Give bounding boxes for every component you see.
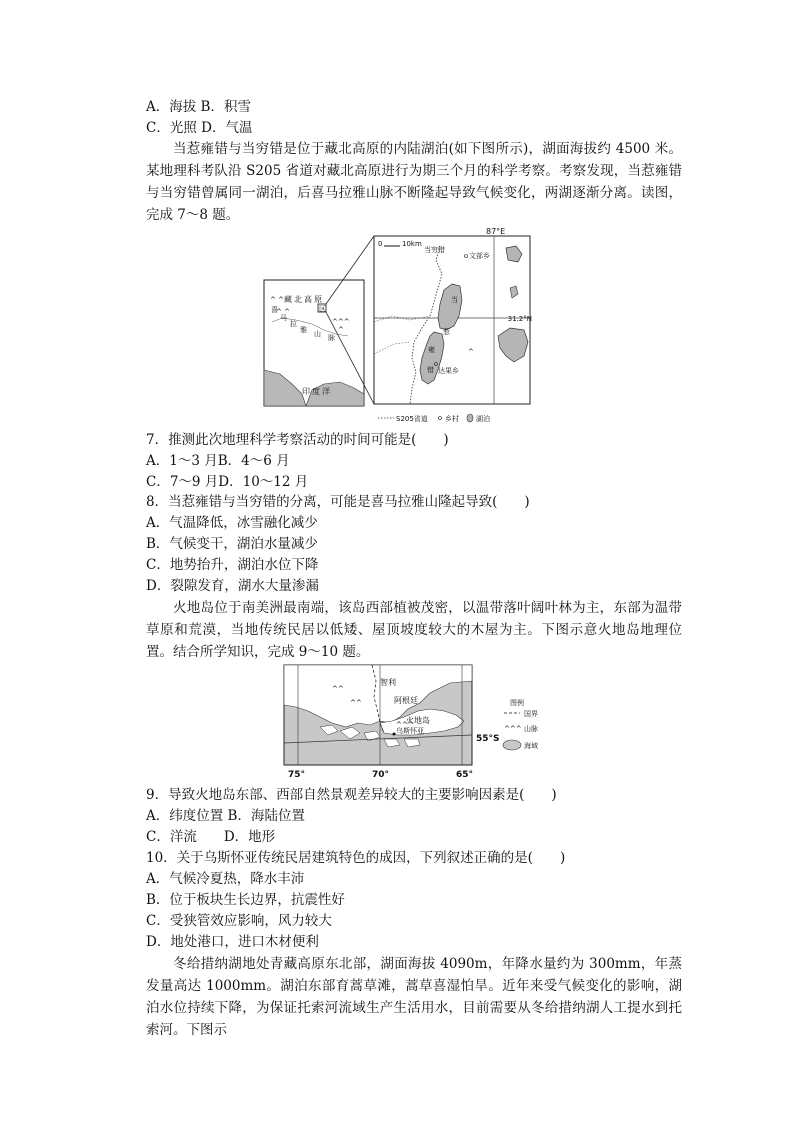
q9-option-ab: A．纬度位置 B．海陆位置 — [146, 808, 305, 824]
inset-label: 脉 — [328, 334, 335, 342]
q10-option-b: B．位于板块生长边界，抗震性好 — [146, 892, 345, 908]
lake-label-char: 当 — [451, 296, 458, 304]
label-city: 乌斯怀亚 — [396, 727, 424, 735]
svg-text:^^^: ^^^ — [396, 721, 414, 729]
inset-label: 区 — [319, 305, 326, 313]
q8-option-a: A．气温降低，冰雪融化减少 — [146, 515, 318, 531]
q10-option-c: C．受狭管效应影响，风力较大 — [146, 913, 332, 929]
svg-text:^: ^ — [338, 326, 344, 334]
label-island: 火地岛 — [406, 716, 430, 725]
inset-label: 藏 — [284, 295, 292, 304]
village-daguo: 达果乡 — [438, 367, 459, 375]
inset-label: 拉 — [290, 320, 297, 328]
q8-option-c: C．地势抬升，湖泊水位下降 — [146, 557, 319, 573]
q8-option-b: B．气候变干，湖泊水量减少 — [146, 536, 318, 552]
inset-label: 洋 — [322, 387, 330, 396]
inset-label: 印 — [302, 387, 310, 396]
legend-lake: 湖泊 — [476, 415, 490, 423]
map-tibet-lakes — [262, 224, 534, 426]
legend-road: S205省道 — [396, 415, 428, 423]
svg-text:^: ^ — [468, 348, 474, 356]
scale-zero: 0 — [378, 240, 383, 248]
latitude-label: 31.2°N — [507, 315, 532, 323]
q7-option-cd: C．7～9 月D．10～12 月 — [146, 474, 309, 490]
q7-option-ab: A．1～3 月B．4～6 月 — [146, 453, 290, 469]
legend-mountain-symbol: ^^^ — [504, 725, 522, 733]
legend-mountain: 山脉 — [524, 725, 538, 733]
legend-border: 国界 — [524, 710, 538, 718]
passage-lake-dongeicuona: 冬给措纳湖地处青藏高原东北部，湖面海拔 4090m，年降水量约为 300mm，年蒸发量高达 1000mm。湖泊东部育蒿草滩，蒿草喜湿怕旱。近年来受气候变化的影响，湖泊水位持续下降，为保证托索河流域生产生活用水，目前需要从冬给措纳湖人工提水到托索河。下图示 — [146, 956, 682, 1038]
longitude-label: 87°E — [486, 227, 506, 236]
label-argentina: 阿根廷 — [394, 696, 418, 705]
inset-label: 北 — [294, 295, 302, 304]
legend-village-symbol — [439, 417, 442, 420]
passage-lakes: 当惹雍错与当穷错是位于藏北高原的内陆湖泊(如下图所示)，湖面海拔约 4500 米。某地理科考队沿 S205 省道对藏北高原进行为期三个月的科学考察。考察发现，当惹雍错与当穷错曾属同一湖泊，后喜马拉雅山脉不断隆起导致气候变化，两湖逐渐分离。读图，完成 7～8 题。 — [146, 141, 682, 223]
q10-option-a: A．气候冷夏热，降水丰沛 — [146, 871, 305, 887]
prev-option-line-1: A．海拔 B．积雪 — [146, 99, 251, 115]
map-tierra-del-fuego — [280, 661, 560, 783]
label-chile: 智利 — [380, 678, 396, 687]
legend-sea-symbol — [503, 740, 521, 750]
inset-label: 高 — [304, 295, 312, 304]
inset-label: 雅 — [300, 326, 307, 334]
lake-label-char: 惹 — [443, 328, 450, 336]
svg-text:^ ^: ^ ^ — [276, 308, 290, 316]
scale-unit: 10km — [402, 240, 422, 248]
svg-text:^^^: ^^^ — [332, 318, 350, 326]
village-wenbu: 文部乡 — [469, 252, 490, 260]
q8-option-d: D．裂隙发育，湖水大量渗漏 — [146, 578, 319, 594]
legend-sea: 海域 — [524, 742, 538, 750]
legend-title: 图例 — [510, 699, 524, 707]
q10-stem: 10．关于乌斯怀亚传统民居建筑特色的成因，下列叙述正确的是( ) — [146, 850, 566, 866]
svg-text:^^: ^^ — [350, 699, 362, 707]
inset-label: 度 — [312, 387, 320, 396]
passage-tierra-del-fuego: 火地岛位于南美洲最南端，该岛西部植被茂密，以温带落叶阔叶林为主，东部为温带草原和荒漠，当地传统民居以低矮、屋顶坡度较大的木屋为主。下图示意火地岛地理位置。结合所学知识，完成 9～10 题。 — [146, 600, 682, 660]
lake-label-char: 雍 — [428, 346, 435, 354]
lake-name-dangqiong: 当穷错 — [424, 246, 445, 254]
q9-stem: 9．导致火地岛东部、西部自然景观差异较大的主要影响因素是( ) — [146, 787, 557, 803]
inset-label: 原 — [314, 295, 322, 304]
inset-label: 喜 — [271, 306, 278, 314]
q10-option-d: D．地处港口，进口木材便利 — [146, 934, 319, 950]
legend-lake-symbol — [467, 414, 473, 422]
longitude-65: 65° — [456, 770, 474, 780]
longitude-75: 75° — [288, 770, 306, 780]
prev-option-line-2: C．光照 D．气温 — [146, 120, 253, 136]
q9-option-cd: C．洋流 D．地形 — [146, 829, 276, 845]
q8-stem: 8．当惹雍错与当穷错的分离，可能是喜马拉雅山隆起导致( ) — [146, 494, 530, 510]
svg-text:^ ^: ^ ^ — [270, 296, 284, 304]
latitude-55s: 55°S — [476, 734, 500, 744]
legend-village: 乡村 — [445, 415, 459, 423]
svg-text:^^: ^^ — [332, 685, 344, 693]
inset-label: 山 — [314, 330, 321, 338]
lake-label-char: 错 — [427, 366, 434, 374]
q7-stem: 7．推测此次地理科学考察活动的时间可能是( ) — [146, 432, 449, 448]
inset-label: 马 — [280, 314, 287, 322]
longitude-70: 70° — [372, 770, 390, 780]
